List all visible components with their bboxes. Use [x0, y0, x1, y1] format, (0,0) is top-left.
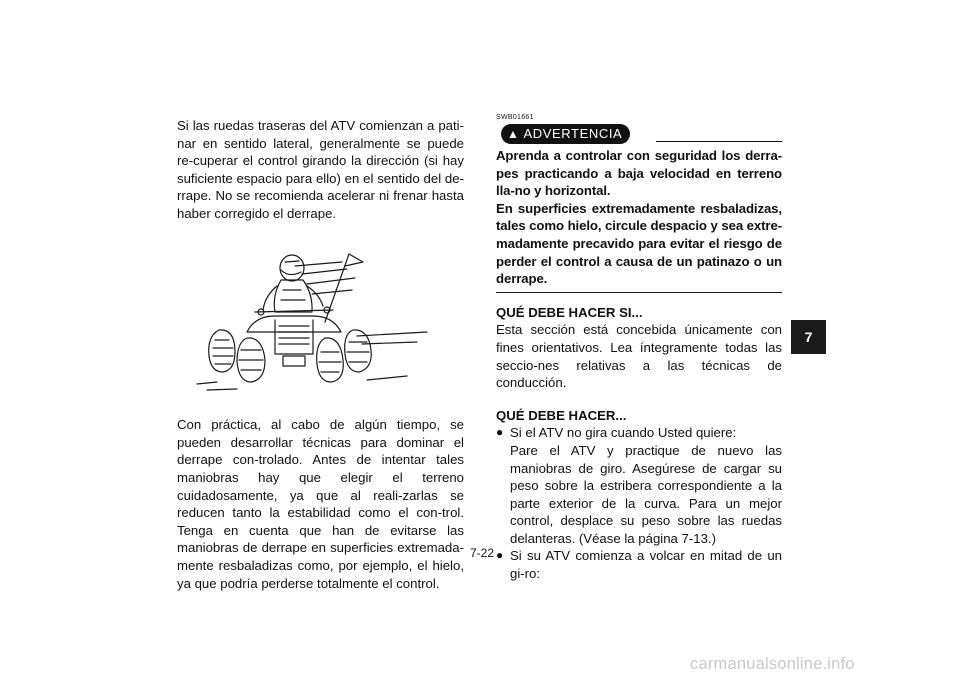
warning-text-1: Aprenda a controlar con seguridad los derra-pes practicando a baja velocidad en terreno lla-no y horizontal.: [496, 148, 782, 199]
watermark: carmanualsonline.info: [690, 655, 855, 673]
warning-header: [496, 124, 782, 144]
warning-text-2: En superficies extremadamente resbaladizas, tales como hielo, circule despacio y sea extre-madamente precavido para evitar el riesgo de perder el control a causa de un patinazo o un derrape.: [496, 200, 782, 287]
intro-paragraph: Si las ruedas traseras del ATV comienzan a pati-nar en sentido lateral, generalmente se puede re-cuperar el control girando la dirección (si hay suficiente espacio para ello) en el sentido del de-rrape. No se recomienda acelerar ni frenar hasta haber corregido el derrape.: [177, 118, 464, 221]
practice-paragraph: Con práctica, al cabo de algún tiempo, se pueden desarrollar técnicas para dominar el derrape con-trolado. Antes de intentar tales maniobras hay que elegir el terreno cuidadosamente, ya que al reali-zarlas se reducen tanto la estabilidad como el con-trol. Tenga en cuenta que han de evitarse las maniobras de derrape en superficies extremada-mente resbaladizas como, por ejemplo, el hielo, ya que podría perderse totalmente el control.: [177, 417, 464, 591]
left-column: [177, 117, 464, 592]
warning-top-rule: [656, 141, 782, 142]
warning-label: ADVERTENCIA: [523, 126, 623, 141]
page-number: 7-22: [469, 546, 495, 560]
section-heading-1: QUÉ DEBE HACER SI...: [496, 304, 643, 320]
chapter-tab: 7: [791, 320, 826, 354]
section-text-1: Esta sección está concebida únicamente con fines orientativos. Lea íntegramente todas las seccio-nes relativas a las técnicas de conducción.: [496, 322, 782, 391]
bullet-dot-icon: ●: [496, 548, 504, 563]
right-column: [496, 113, 782, 583]
bullet-title: Si su ATV comienza a volcar en mitad de un gi-ro:: [510, 548, 782, 582]
warning-bottom-rule: [496, 292, 782, 293]
bullet-item: [496, 424, 782, 547]
warning-body: [496, 147, 782, 288]
bullet-title: Si el ATV no gira cuando Usted quiere:: [510, 425, 737, 441]
bullet-item: [496, 547, 782, 582]
warning-badge: [501, 124, 630, 144]
bullet-dot-icon: ●: [496, 425, 504, 440]
warning-code: SWB01661: [496, 114, 534, 121]
warning-triangle-icon: ▲: [507, 127, 520, 141]
section-heading-2: QUÉ DEBE HACER...: [496, 407, 627, 423]
bullet-text: Pare el ATV y practique de nuevo las maniobras de giro. Asegúrese de cargar su peso sobre la estribera correspondiente a la parte exterior de la curva. Para un mejor control, desplace su peso sobre las ruedas delanteras. (Véase la página 7-13.): [510, 442, 782, 546]
atv-rider-illustration: [177, 244, 464, 394]
